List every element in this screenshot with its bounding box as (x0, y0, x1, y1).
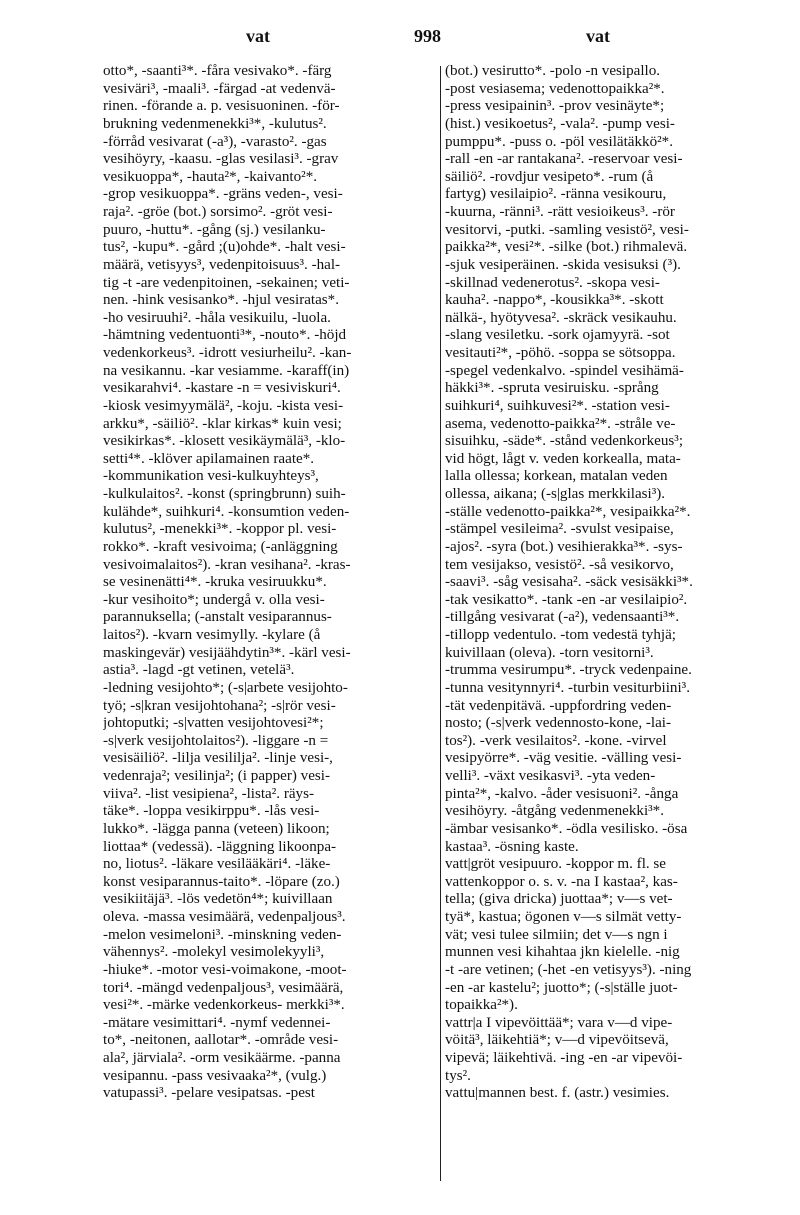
text-line: -grop vesikuoppa*. -gräns veden-, vesi- (103, 186, 343, 203)
text-line: säiliö². -rovdjur vesipeto*. -rum (å (445, 168, 654, 185)
text-line: vattenkoppor o. s. v. -na I kastaa², kas- (445, 873, 678, 890)
text-line: nälkä-, hyötyvesa². -skräck vesikauhu. (445, 309, 677, 326)
text-line: rinen. -förande a. p. vesisuoninen. -för- (103, 98, 340, 115)
text-line: lukko*. -lägga panna (veteen) likoon; (103, 820, 330, 837)
text-line: oleva. -massa vesimäärä, vedenpaljous³. (103, 909, 346, 925)
text-line: vattr|a I vipevöittää*; vara v—d vipe- (445, 1014, 673, 1031)
text-line: vähennys². -molekyl vesimolekyyli³, (103, 944, 325, 961)
text-line: täke*. -loppa vesikirppu*. -lås vesi- (103, 803, 320, 820)
text-line: -stämpel vesileima². -svulst vesipaise, (445, 521, 674, 538)
text-line: -tunna vesitynnyri⁴. -turbin vesiturbiini³. (445, 679, 690, 696)
text-line: nen. -hink vesisanko*. -hjul vesiratas*. (103, 292, 340, 309)
text-line: vedenraja²; vesilinja²; (i papper) vesi- (103, 768, 330, 784)
text-line: vipevä; läikehtivä. -ing -en -ar vipevöi- (445, 1050, 683, 1066)
text-line: vesiväri³, -maali³. -färgad -at vedenvä- (103, 80, 336, 97)
page-header (96, 26, 776, 56)
text-line: vesitorvi, -putki. -samling vesistö², vesi- (445, 221, 689, 238)
text-line: na vesikannu. -kar vesiamme. -karaff(in) (103, 362, 350, 379)
text-line: ollessa, aikana; (-s|glas merkkilasi³). (445, 486, 666, 502)
header-right-guide-word: vat (586, 26, 610, 46)
right-column (445, 63, 775, 1103)
text-line: -tak vesikatto*. -tank -en -ar vesilaipio². (445, 591, 688, 608)
text-line: -melon vesimeloni³. -minskning veden- (103, 926, 342, 943)
text-line: (hist.) vesikoetus², -vala². -pump vesi- (445, 115, 675, 132)
text-line: -ledning vesijohto*; (-s|arbete vesijohto- (103, 679, 348, 696)
text-line: lalla ollessa; korkean, matalan veden (445, 468, 668, 485)
text-line: puuro, -huttu*. -gång (sj.) vesilanku- (103, 221, 326, 238)
text-line: sisuihku, -säde*. -stånd vedenkorkeus³; (445, 433, 684, 450)
text-line: -rall -en -ar rantakana². -reservoar vesi- (445, 151, 683, 168)
text-line: -s|verk vesijohtolaitos²). -liggare -n = (103, 732, 329, 749)
text-line: topaikka²*). (445, 997, 518, 1014)
text-line: suihkuri⁴, suihkuvesi²*. -station vesi- (445, 397, 670, 414)
text-line: -tät vedenpitävä. -uppfordring veden- (445, 697, 672, 714)
text-line: setti⁴*. -klöver apilamainen raate*. (103, 450, 315, 467)
text-line: -tillgång vesivarat (-a²), vedensaanti³*. (445, 609, 680, 626)
text-line: -hämtning vedentuonti³*, -nouto*. -höjd (103, 327, 347, 344)
text-line: -skillnad vedenerotus². -skopa vesi- (445, 274, 660, 291)
left-column (103, 63, 433, 1103)
text-line: -t -are vetinen; (-het -en vetisyys³). -ning (445, 961, 692, 978)
text-line: asema, vedenotto-paikka²*. -stråle ve- (445, 415, 676, 432)
text-line: vesivoimalaitos²). -kran vesihana². -kras- (103, 556, 351, 573)
text-line: työ; -s|kran vesijohtohana²; -s|rör vesi- (103, 697, 336, 714)
text-line: -kuurna, -ränni³. -rätt vesioikeus³. -rör (445, 204, 675, 220)
text-line: rokko*. -kraft vesivoima; (-anläggning (103, 538, 338, 555)
text-line: vid högt, lågt v. veden korkealla, mata- (445, 450, 681, 467)
text-line: vesisäiliö². -lilja vesililja². -linje vesi-, (103, 750, 333, 767)
text-line: kulutus², -menekki³*. -koppor pl. vesi- (103, 521, 337, 538)
text-line: -trumma vesirumpu*. -tryck vedenpaine. (445, 662, 692, 679)
text-line: vedenkorkeus³. -idrott vesiurheilu². -kan- (103, 345, 352, 361)
text-line: tella; (giva dricka) juottaa*; v—s vet- (445, 891, 673, 908)
text-line: määrä, vetisyys³, vedenpitoisuus³. -hal- (103, 256, 341, 273)
text-line: -post vesiasema; vedenottopaikka²*. (445, 80, 665, 97)
text-line: -spegel vedenkalvo. -spindel vesihämä- (445, 362, 684, 379)
text-line: -ämbar vesisanko*. -ödla vesilisko. -ösa (445, 820, 688, 837)
text-line: johtoputki; -s|vatten vesijohtovesi²*; (103, 715, 324, 732)
text-line: vesikirkas*. -klosett vesikäymälä³, -klo- (103, 433, 346, 450)
text-line: tig -t -are vedenpitoinen, -sekainen; veti- (103, 274, 350, 291)
text-line: pinta²*, -kalvo. -åder vesisuoni². -ånga (445, 785, 679, 802)
text-line: astia³. -lagd -gt vetinen, vetelä³. (103, 662, 295, 679)
text-line: vesipyörre*. -väg vesitie. -välling vesi- (445, 750, 682, 767)
text-line: velli³. -växt vesikasvi³. -yta veden- (445, 768, 656, 784)
text-line: -press vesipainin³. -prov vesinäyte*; (445, 98, 665, 115)
text-line: -kur vesihoito*; undergå v. olla vesi- (103, 591, 325, 608)
text-line: -kommunikation vesi-kulkuyhteys³, (103, 468, 319, 485)
text-line: -slang vesiletku. -sork ojamyyrä. -sot (445, 327, 670, 344)
text-line: se vesinenätti⁴*. -kruka vesiruukku*. (103, 574, 327, 591)
text-line: vesitauti²*, -pöhö. -soppa se sötsoppa. (445, 345, 676, 361)
text-line: (bot.) vesirutto*. -polo -n vesipallo. (445, 63, 661, 79)
text-line: to*, -neitonen, aallotar*. -område vesi- (103, 1032, 339, 1049)
text-line: tos²). -verk vesilaitos². -kone. -virvel (445, 732, 667, 749)
header-left-guide-word: vat (246, 26, 270, 46)
text-line: -mätare vesimittari⁴. -nymf vedennei- (103, 1014, 331, 1031)
text-line: -ställe vedenotto-paikka²*, vesipaikka²*. (445, 503, 691, 520)
text-line: -ajos². -syra (bot.) vesihierakka³*. -sys- (445, 538, 683, 555)
text-line: tem vesijakso, vesistö². -så vesikorvo, (445, 556, 674, 573)
text-line: brukning vedenmenekki³*, -kulutus². (103, 115, 327, 132)
text-line: kastaa³. -ösning kaste. (445, 838, 579, 855)
text-line: -tillopp vedentulo. -tom vedestä tyhjä; (445, 627, 676, 643)
text-line: konst vesiparannus-taito*. -löpare (zo.) (103, 873, 340, 890)
page-number: 998 (414, 26, 441, 46)
text-line: -förråd vesivarat (-a³), -varasto². -gas (103, 133, 327, 150)
text-line: arkku*, -säiliö². -klar kirkas* kuin vesi; (103, 415, 342, 432)
text-line: paikka²*, vesi²*. -silke (bot.) rihmalevä. (445, 239, 688, 256)
text-line: vesihöyry. -åtgång vedenmenekki³*. (445, 803, 664, 820)
text-line: tori⁴. -mängd vedenpaljous³, vesimäärä, (103, 979, 344, 996)
text-line: no, liotus². -läkare vesilääkäri⁴. -läke- (103, 856, 331, 873)
text-line: vatt|gröt vesipuuro. -koppor m. fl. se (445, 856, 667, 873)
text-line: -ho vesiruuhi². -håla vesikuilu, -luola. (103, 309, 331, 326)
column-divider (440, 66, 441, 1181)
text-line: tyä*, kastua; ögonen v—s silmät vetty- (445, 909, 682, 925)
text-line: vesipannu. -pass vesivaaka²*, (vulg.) (103, 1067, 327, 1084)
text-line: otto*, -saanti³*. -fåra vesivako*. -färg (103, 63, 332, 79)
text-line: fartyg) vesilaipio². -ränna vesikouru, (445, 186, 667, 203)
text-line: vesikuoppa*, -hauta²*, -kaivanto²*. (103, 168, 318, 185)
text-line: viiva². -list vesipiena², -lista². räys- (103, 785, 315, 802)
text-line: -sjuk vesiperäinen. -skida vesisuksi (³). (445, 256, 681, 273)
text-line: vesihöyry, -kaasu. -glas vesilasi³. -grav (103, 151, 339, 168)
text-line: tus², -kupu*. -gård ;(u)ohde*. -halt vesi- (103, 239, 346, 256)
text-line: maskingevär) vesijäähdytin³*. -kärl vesi- (103, 644, 351, 661)
text-line: vöitä³, läikehtiä*; v—d vipevöitsevä, (445, 1032, 669, 1049)
text-line: -saavi³. -såg vesisaha². -säck vesisäkki³*. (445, 574, 693, 591)
text-line: kuivillaan (oleva). -torn vesitorni³. (445, 644, 654, 661)
text-line: laitos²). -kvarn vesimylly. -kylare (å (103, 627, 321, 643)
text-line: liottaa* (vedessä). -läggning likoonpa- (103, 838, 337, 855)
text-line: raja². -gröe (bot.) sorsimo². -gröt vesi- (103, 204, 333, 220)
text-line: kulähde*, suihkuri⁴. -konsumtion veden- (103, 503, 350, 520)
text-line: vesi²*. -märke vedenkorkeus- merkki³*. (103, 997, 345, 1014)
text-line: vatupassi³. -pelare vesipatsas. -pest (103, 1085, 315, 1102)
text-line: kauha². -nappo*, -kousikka³*. -skott (445, 292, 664, 309)
text-line: häkki³*. -spruta vesiruisku. -språng (445, 380, 659, 397)
text-line: -hiukе*. -motor vesi-voimakone, -moot- (103, 961, 347, 978)
text-line: -kiosk vesimyymälä², -koju. -kista vesi- (103, 397, 344, 414)
text-line: -en -ar kastelu²; juotto*; (-s|ställe juot- (445, 979, 678, 996)
text-line: ala², järviala². -orm vesikäärme. -panna (103, 1050, 341, 1066)
text-line: tys². (445, 1067, 471, 1084)
text-line: vät; vesi tulee silmiin; det v—s ngn i (445, 926, 668, 943)
text-line: vesikiitäjä³. -lös vedetön⁴*; kuivillaan (103, 891, 333, 908)
text-line: -kulkulaitos². -konst (springbrunn) suih- (103, 486, 346, 502)
text-line: nosto; (-s|verk vedennosto-kone, -lai- (445, 715, 672, 732)
text-line: vattu|mannen best. f. (astr.) vesimies. (445, 1085, 670, 1102)
text-line: parannuksella; (-anstalt vesiparannus- (103, 609, 332, 626)
text-line: pumppu*. -puss o. -pöl vesilätäkkö²*. (445, 133, 673, 150)
text-line: munnen vesi kihahtaa jkn kielelle. -nig (445, 944, 680, 961)
text-line: vesikarahvi⁴. -kastare -n = vesiviskuri⁴. (103, 380, 341, 397)
